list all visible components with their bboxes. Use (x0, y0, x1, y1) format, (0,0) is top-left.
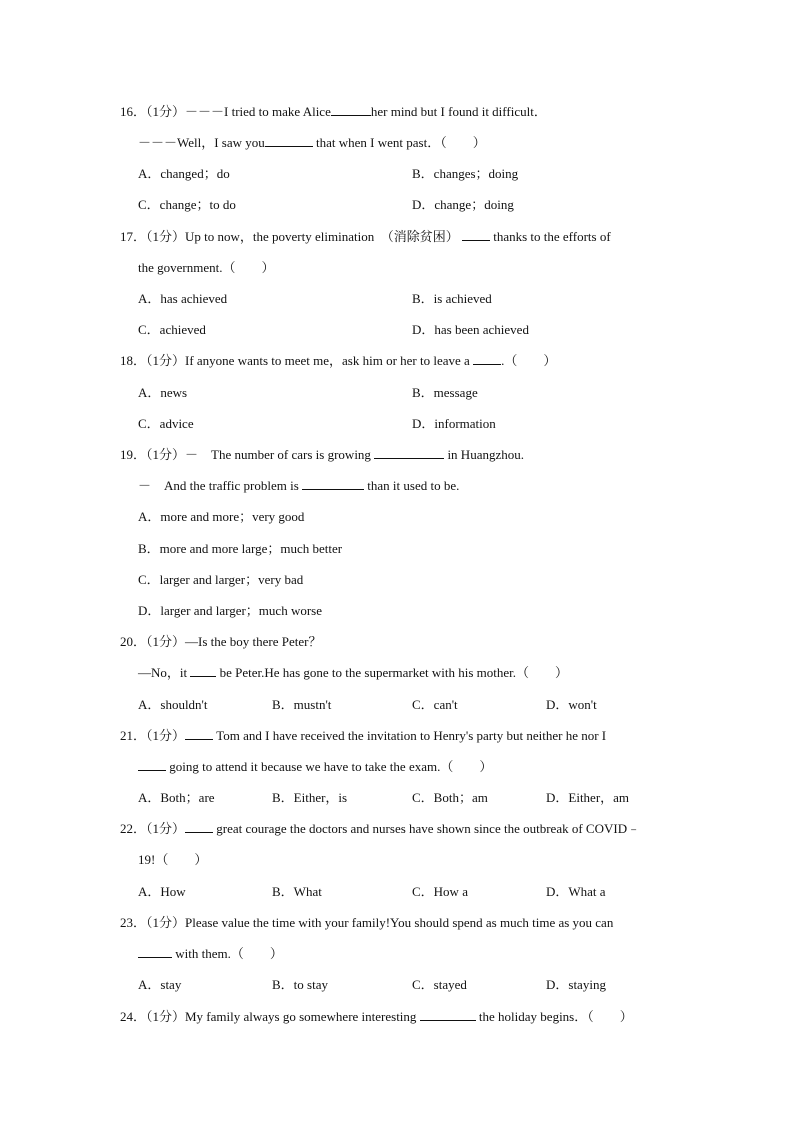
question-20-line-2: —No，it be Peter.He has gone to the supermarket with his mother.（ ） (138, 665, 569, 680)
option-c: C．Both；am (412, 790, 488, 805)
answer-blank (190, 664, 216, 677)
question-22-line-2: 19!（ ） (138, 852, 208, 867)
answer-blank (331, 103, 371, 116)
answer-blank (420, 1008, 476, 1021)
answer-blank (138, 758, 166, 771)
answer-blank (462, 228, 490, 241)
question-21-line-2: going to attend it because we have to take the exam.（ ） (138, 758, 492, 776)
question-20-line-1: 20．（1分）—Is the boy there Peter？ (120, 634, 322, 649)
option-b: B．more and more large；much better (138, 541, 343, 556)
answer-blank (374, 446, 444, 459)
question-21-line-1: 21．（1分） Tom and I have received the invitation to Henry's party but neither he nor I (120, 728, 607, 743)
option-a: A．Both；are (138, 790, 215, 805)
option-a: A．has achieved (138, 291, 228, 306)
question-19-line-2: － And the traffic problem is than it used to be. (138, 478, 460, 493)
option-c: C．change；to do (138, 197, 236, 212)
question-22-line-1: 22．（1分） great courage the doctors and nurses have shown since the outbreak of COVID﹣ (120, 821, 641, 836)
option-d: D．What a (546, 884, 606, 899)
option-c: C．advice (138, 416, 194, 431)
option-d: D．Either，am (546, 790, 630, 805)
question-24-line-1: 24．（1分）My family always go somewhere interesting the holiday begins．（ ） (120, 1009, 633, 1024)
option-d: D．won't (546, 697, 597, 712)
question-23-line-1: 23．（1分）Please value the time with your family!You should spend as much time as you can (120, 915, 614, 930)
answer-blank (265, 134, 313, 147)
option-d: D．larger and larger；much worse (138, 603, 322, 618)
option-c: C．How a (412, 884, 468, 899)
question-18-line-1: 18．（1分）If anyone wants to meet me，ask him or her to leave a .（ ） (120, 353, 557, 368)
question-17-line-2: the government.（ ） (138, 260, 275, 275)
answer-blank (302, 477, 364, 490)
option-b: B．mustn't (272, 697, 332, 712)
option-b: B．changes；doing (412, 166, 519, 181)
option-d: D．has been achieved (412, 322, 529, 337)
option-b: B．is achieved (412, 291, 492, 306)
option-d: D．information (412, 416, 496, 431)
question-17-line-1: 17．（1分）Up to now，the poverty elimination （消除贫困） thanks to the efforts of (120, 229, 611, 244)
option-b: B．What (272, 884, 322, 899)
answer-blank (138, 945, 172, 958)
option-d: D．change；doing (412, 197, 514, 212)
option-b: B．Either，is (272, 790, 348, 805)
option-c: C．larger and larger；very bad (138, 572, 304, 587)
answer-blank (473, 352, 501, 365)
question-16-line-2: －－－Well，I saw you that when I went past．（ ） (138, 135, 486, 150)
option-a: A．more and more；very good (138, 509, 305, 524)
option-c: C．achieved (138, 322, 206, 337)
option-a: A．stay (138, 977, 182, 992)
option-d: D．staying (546, 977, 606, 992)
question-23-line-2: with them.（ ） (138, 945, 283, 963)
answer-blank (185, 820, 213, 833)
option-c: C．stayed (412, 977, 467, 992)
option-b: B．to stay (272, 977, 328, 992)
question-19-line-1: 19．（1分）－ The number of cars is growing in Huangzhou. (120, 447, 524, 462)
option-c: C．can't (412, 697, 458, 712)
option-a: A．shouldn't (138, 697, 208, 712)
question-16-line-1: 16．（1分）－－－I tried to make Alice her mind but I found it difficult． (120, 104, 547, 119)
option-a: A．news (138, 385, 188, 400)
option-a: A．How (138, 884, 186, 899)
answer-blank (185, 727, 213, 740)
option-b: B．message (412, 385, 478, 400)
option-a: A．changed；do (138, 166, 230, 181)
